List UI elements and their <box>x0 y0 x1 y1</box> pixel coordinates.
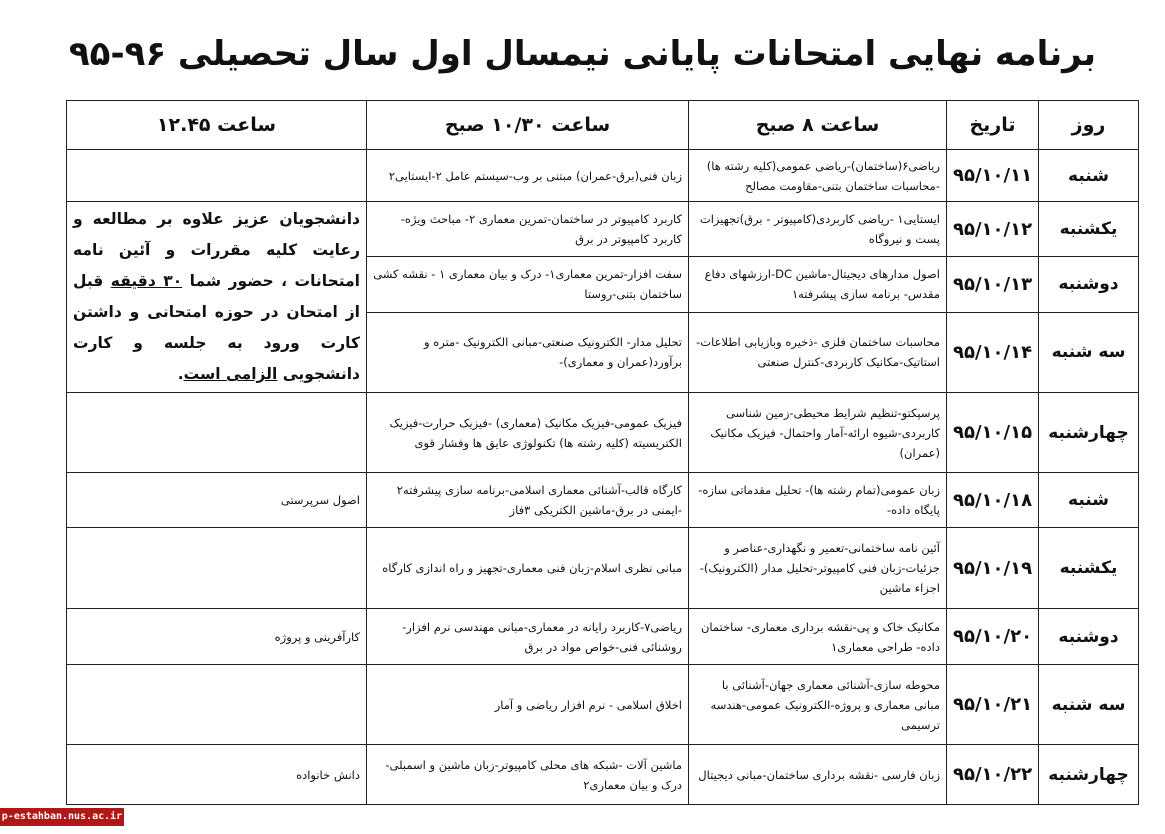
header-slot-8: ساعت ۸ صبح <box>689 101 947 150</box>
exam-cell-8: پرسپکتو-تنظیم شرایط محیطی-زمین شناسی کاربردی-شیوه ارائه-آمار واحتمال- فیزیک مکانیک (عمران) <box>689 393 947 473</box>
header-date: تاریخ <box>947 101 1039 150</box>
day-cell: چهارشنبه <box>1039 393 1139 473</box>
date-cell: ۹۵/۱۰/۲۲ <box>947 745 1039 805</box>
day-cell: سه شنبه <box>1039 665 1139 745</box>
table-row <box>67 150 1139 202</box>
notice-minutes: ۳۰ دقیقه <box>110 272 183 290</box>
exam-cell-8: محوطه سازی-آشنائی معماری جهان-آشنائی با مبانی معماری و پروژه-الکترونیک عمومی-هندسه ترسیمی <box>689 665 947 745</box>
table-row <box>67 745 1139 805</box>
header-day: روز <box>1039 101 1139 150</box>
table-row <box>67 609 1139 665</box>
website-url-label: p-estahban.nus.ac.ir <box>0 808 124 826</box>
exam-cell-1245 <box>67 393 367 473</box>
exam-cell-8: آئین نامه ساختمانی-تعمیر و نگهداری-عناصر و جزئیات-زبان فنی کامپیوتر-تحلیل مدار (الکترونیک)-اجزاء ماشین <box>689 528 947 609</box>
day-cell: شنبه <box>1039 473 1139 528</box>
date-cell: ۹۵/۱۰/۱۳ <box>947 257 1039 312</box>
exam-cell-1030: زبان فنی(برق-عمران) مبتنی بر وب-سیستم عامل ۲-ایستایی۲ <box>367 150 689 202</box>
day-cell: دوشنبه <box>1039 609 1139 665</box>
header-row <box>67 101 1139 150</box>
exam-cell-1030: فیزیک عمومی-فیزیک مکانیک (معماری) -فیزیک حرارت-فیزیک الکتریسیته (کلیه رشته ها) تکنولوژی عایق ها وفشار قوی <box>367 393 689 473</box>
table-row <box>67 473 1139 528</box>
exam-cell-8: اصول مدارهای دیجیتال-ماشین DC-ارزشهای دفاع مقدس- برنامه سازی پیشرفته۱ <box>689 257 947 312</box>
exam-cell-1245 <box>67 150 367 202</box>
table-row <box>67 393 1139 473</box>
day-cell: یکشنبه <box>1039 528 1139 609</box>
date-cell: ۹۵/۱۰/۱۸ <box>947 473 1039 528</box>
exam-cell-8: زبان فارسی -نقشه برداری ساختمان-مبانی دیجیتال <box>689 745 947 805</box>
day-cell: چهارشنبه <box>1039 745 1139 805</box>
exam-cell-1245: دانش خانواده <box>67 745 367 805</box>
exam-cell-8: زبان عمومی(تمام رشته ها)- تحلیل مقدماتی سازه-پایگاه داده- <box>689 473 947 528</box>
exam-cell-8: محاسبات ساختمان فلزی -ذخیره وبازیابی اطلاعات-استاتیک-مکانیک کاربردی-کنترل صنعتی <box>689 312 947 392</box>
date-cell: ۹۵/۱۰/۱۵ <box>947 393 1039 473</box>
exam-cell-1030: اخلاق اسلامی - نرم افزار ریاضی و آمار <box>367 665 689 745</box>
header-slot-1030: ساعت ۱۰/۳۰ صبح <box>367 101 689 150</box>
table-row <box>67 665 1139 745</box>
exam-cell-1245: اصول سرپرستی <box>67 473 367 528</box>
date-cell: ۹۵/۱۰/۱۴ <box>947 312 1039 392</box>
notice-period: . <box>177 365 184 383</box>
day-cell: یکشنبه <box>1039 202 1139 257</box>
notice-text-1: دانشجویان عزیز علاوه بر مطالعه و رعایت کلیه مقررات و آئین نامه امتحانات ، حضور شما <box>73 210 360 290</box>
exam-cell-1245: کارآفرینی و پروژه <box>67 609 367 665</box>
day-cell: شنبه <box>1039 150 1139 202</box>
exam-cell-8: ریاضی۶(ساختمان)-ریاضی عمومی(کلیه رشته ها) -محاسبات ساختمان بتنی-مقاومت مصالح <box>689 150 947 202</box>
date-cell: ۹۵/۱۰/۲۰ <box>947 609 1039 665</box>
exam-cell-1030: ریاضی۷-کاربرد رایانه در معماری-مبانی مهندسی نرم افزار-روشنائی فنی-خواص مواد در برق <box>367 609 689 665</box>
exam-cell-1030: کاربرد کامپیوتر در ساختمان-تمرین معماری ۲- مباحث ویژه-کاربرد کامپیوتر در برق <box>367 202 689 257</box>
day-cell: سه شنبه <box>1039 312 1139 392</box>
exam-cell-1030: سفت افزار-تمرین معماری۱- درک و بیان معماری ۱ - نقشه کشی ساختمان بتنی-روستا <box>367 257 689 312</box>
page-title: برنامه نهایی امتحانات پایانی نیمسال اول سال تحصیلی ۹۶-۹۵ <box>68 34 1097 74</box>
table-row <box>67 528 1139 609</box>
exam-cell-1030: کارگاه قالب-آشنائی معماری اسلامی-برنامه سازی پیشرفته۲ -ایمنی در برق-ماشین الکتریکی ۳فاز <box>367 473 689 528</box>
notice-text-2: قبل از امتحان در حوزه امتحانی و داشتن کارت ورود به جلسه و کارت دانشجویی <box>73 272 360 383</box>
exam-schedule-table <box>66 100 1139 805</box>
header-slot-1245: ساعت ۱۲.۴۵ <box>67 101 367 150</box>
notice-mandatory: الزامی است <box>183 365 278 383</box>
date-cell: ۹۵/۱۰/۱۲ <box>947 202 1039 257</box>
exam-cell-1245 <box>67 665 367 745</box>
exam-cell-8: مکانیک خاک و پی-نقشه برداری معماری- ساختمان داده- طراحی معماری۱ <box>689 609 947 665</box>
exam-cell-1245 <box>67 528 367 609</box>
exam-cell-8: ایستایی۱ -ریاضی کاربردی(کامپیوتر - برق)تجهیزات پست و نیروگاه <box>689 202 947 257</box>
exam-cell-1030: تحلیل مدار- الکترونیک صنعتی-مبانی الکترونیک -متره و برآورد(عمران و معماری)- <box>367 312 689 392</box>
date-cell: ۹۵/۱۰/۱۹ <box>947 528 1039 609</box>
exam-cell-1030: مبانی نظری اسلام-زبان فنی معماری-تجهیز و راه اندازی کارگاه <box>367 528 689 609</box>
table-row <box>67 202 1139 257</box>
date-cell: ۹۵/۱۰/۲۱ <box>947 665 1039 745</box>
notice-cell <box>67 202 367 393</box>
day-cell: دوشنبه <box>1039 257 1139 312</box>
exam-cell-1030: ماشین آلات -شبکه های محلی کامپیوتر-زبان ماشین و اسمبلی-درک و بیان معماری۲ <box>367 745 689 805</box>
date-cell: ۹۵/۱۰/۱۱ <box>947 150 1039 202</box>
